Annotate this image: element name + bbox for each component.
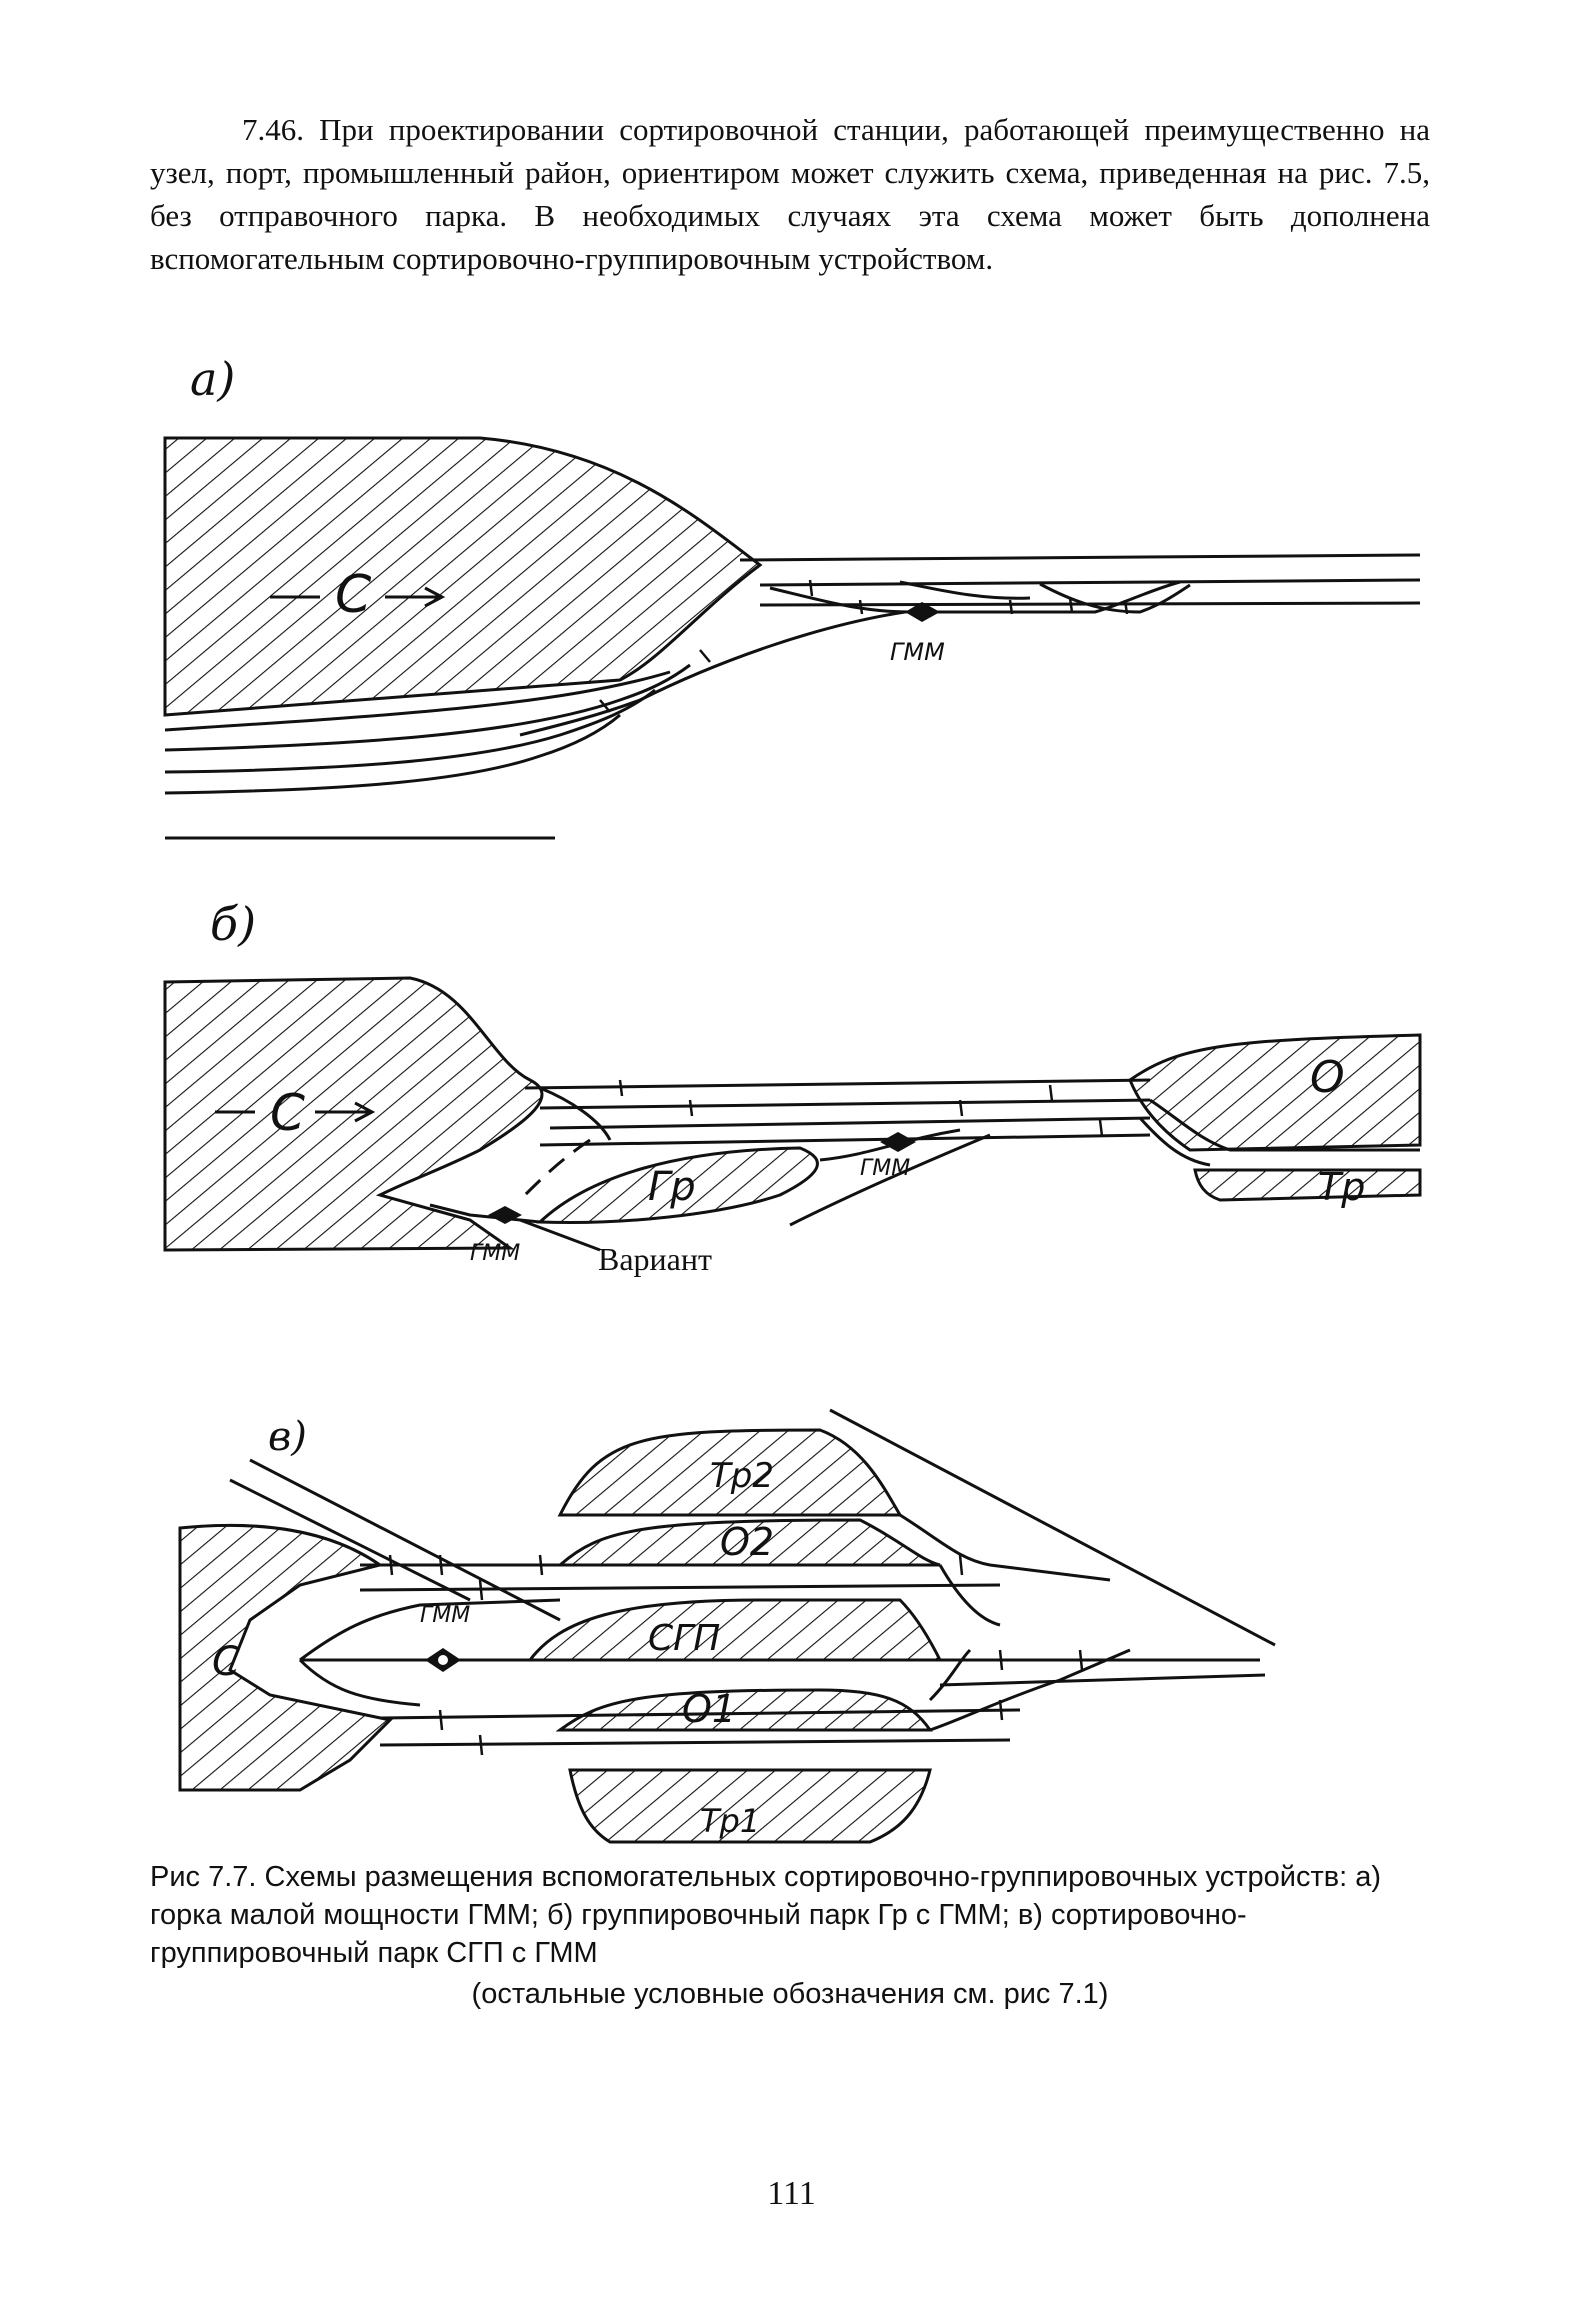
panel-b-label: б) — [210, 897, 257, 951]
page-number: 111 — [767, 2175, 816, 2212]
figure-caption: Рис 7.7. Схемы размещения вспомогательных сортировочно-группировочных устройств: а) горка малой мощности ГММ; б) группировочный парк Гр с ГММ; в) сортировочно-группировочный парк СГП с ГММ — [150, 1861, 1382, 1969]
gmm-hump-marker-b2 — [488, 1206, 522, 1224]
park-c-hatched-area-a — [165, 438, 760, 715]
park-o2-label: О2 — [720, 1520, 775, 1564]
park-c-hatched-area-b — [165, 978, 542, 1250]
paragraph-text: 7.46. При проектировании сортировочной станции, работающей преимущественно на узел, порт, промышленный район, ориентиром может служить схема, приведенная на рис. 7.5, без отправочного парка. В необходимых случаях эта схема может быть дополнена вспомогательным сортировочно-группировочным устройством. — [150, 112, 1430, 276]
gmm-hump-marker-b — [880, 1132, 916, 1152]
scheme-b — [165, 978, 1420, 1277]
panel-v-label: в) — [268, 1414, 307, 1460]
gmm-label-a: ГММ — [890, 638, 945, 666]
park-c-label-v: С — [212, 1639, 240, 1685]
park-tr1-label: Тр1 — [700, 1802, 761, 1840]
park-sgp-label: СГП — [648, 1618, 721, 1659]
panel-a-label: а) — [190, 352, 236, 406]
park-tr-label-b: Тр — [1318, 1165, 1366, 1209]
park-tr2-label: Тр2 — [710, 1456, 774, 1496]
park-sgp-hatched-area — [530, 1600, 940, 1660]
scheme-a — [165, 438, 1420, 838]
park-gr-label: Гр — [648, 1164, 696, 1210]
park-o1-hatched-area — [560, 1690, 930, 1730]
park-c-label-a: С — [335, 565, 372, 625]
park-c-label-b: С — [270, 1084, 305, 1142]
variant-label: Вариант — [598, 1241, 712, 1277]
gmm-label-v: ГММ — [420, 1603, 471, 1628]
park-tr-hatched-area — [1195, 1170, 1420, 1200]
gmm-label-b: ГММ — [860, 1156, 911, 1181]
figure-caption-note: (остальные условные обозначения см. рис 7.1) — [471, 1978, 1109, 2010]
park-o1-label: О1 — [682, 1687, 737, 1731]
scheme-v — [180, 1410, 1275, 1842]
park-o-label: О — [1310, 1052, 1345, 1103]
park-o-hatched-area — [1130, 1035, 1420, 1150]
gmm-label-b2: ГММ — [470, 1241, 521, 1266]
